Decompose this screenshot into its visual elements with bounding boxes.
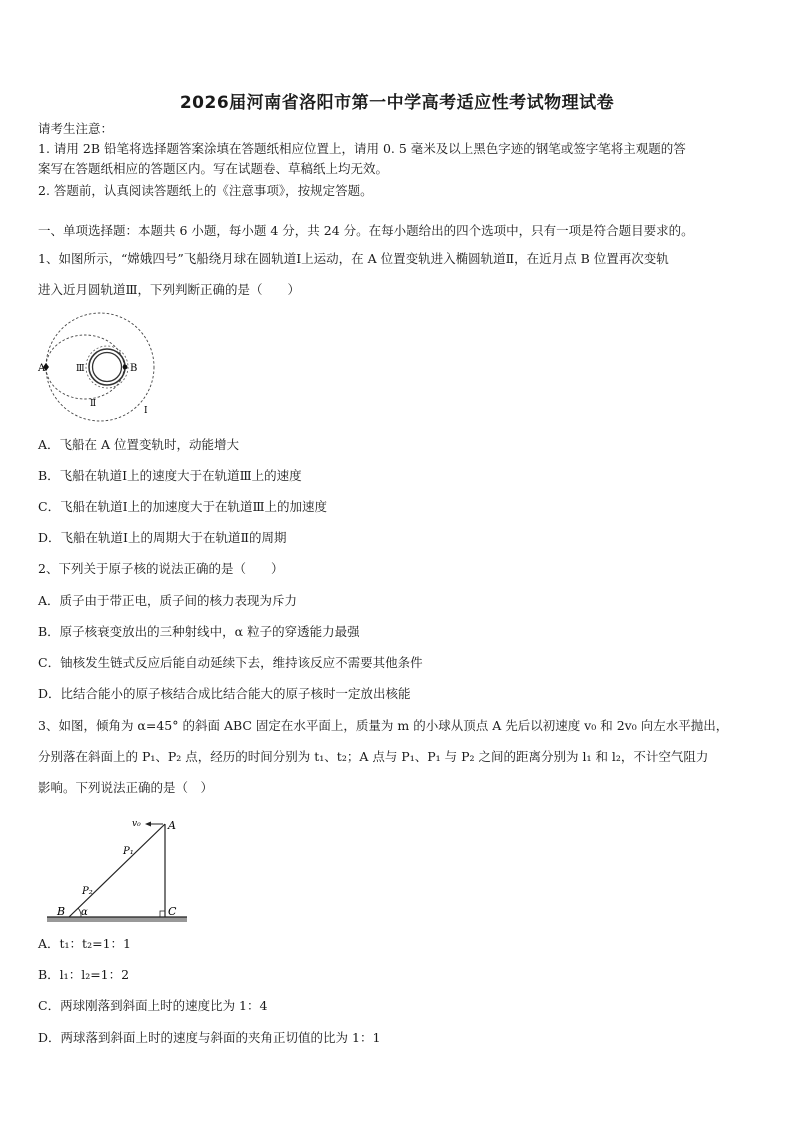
question-1-stem-line-1: 1、如图所示，“嫦娥四号”飞船绕月球在圆轨道Ⅰ上运动，在 A 位置变轨进入椭圆轨道Ⅱ，在近月点 B 位置再次变轨 <box>38 251 669 266</box>
question-2-option-d: D．比结合能小的原子核结合成比结合能大的原子核时一定放出核能 <box>38 686 411 701</box>
label-III: Ⅲ <box>76 364 85 374</box>
label-alpha: α <box>81 907 88 918</box>
question-3-stem-line-1: 3、如图，倾角为 α=45° 的斜面 ABC 固定在水平面上，质量为 m 的小球从顶点 A 先后以初速度 v₀ 和 2v₀ 向左水平抛出， <box>38 718 729 733</box>
question-2-option-a: A．质子由于带正电，质子间的核力表现为斥力 <box>38 593 298 608</box>
question-3-stem-line-3: 影响。下列说法正确的是（ ） <box>38 780 214 795</box>
incline-figure <box>45 812 190 924</box>
label-I: Ⅰ <box>144 406 148 416</box>
question-3-option-d: D．两球落到斜面上时的速度与斜面的夹角正切值的比为 1：1 <box>38 1030 381 1045</box>
section-heading: 一、单项选择题：本题共 6 小题，每小题 4 分，共 24 分。在每小题给出的四个选项中，只有一项是符合题目要求的。 <box>38 223 694 238</box>
question-1-stem-line-2: 进入近月圆轨道Ⅲ，下列判断正确的是（ ） <box>38 282 301 297</box>
label-A: A <box>168 819 176 832</box>
point-B-marker <box>123 365 128 370</box>
moon-inner <box>93 353 122 382</box>
question-3-option-b: B．l₁：l₂=1：2 <box>38 967 130 982</box>
question-2-option-b: B．原子核衰变放出的三种射线中，α 粒子的穿透能力最强 <box>38 624 360 639</box>
question-3-stem-line-2: 分别落在斜面上的 P₁、P₂ 点，经历的时间分别为 t₁、t₂；A 点与 P₁、P₁ 与 P₂ 之间的距离分别为 l₁ 和 l₂，不计空气阻力 <box>38 749 709 764</box>
question-2-stem: 2、下列关于原子核的说法正确的是（ ） <box>38 561 284 576</box>
notice-item-1-line-1: 1. 请用 2B 铅笔将选择题答案涂填在答题纸相应位置上，请用 0. 5 毫米及以上黑色字迹的钢笔或签字笔将主观题的答 <box>38 141 686 156</box>
question-3-option-c: C．两球刚落到斜面上时的速度比为 1：4 <box>38 998 268 1013</box>
label-B: B <box>57 905 66 918</box>
label-A: A <box>38 363 46 374</box>
question-3-option-a: A．t₁：t₂=1：1 <box>38 936 131 951</box>
orbit-figure <box>40 313 168 421</box>
notice-heading: 请考生注意： <box>38 121 114 136</box>
moon-outer <box>89 349 125 385</box>
page-title: 2026届河南省洛阳市第一中学高考适应性考试物理试卷 <box>179 93 615 113</box>
ground-hatch <box>47 917 187 922</box>
label-B: B <box>130 363 138 374</box>
notice-item-1-line-2: 案写在答题纸相应的答题区内。写在试题卷、草稿纸上均无效。 <box>38 161 389 176</box>
incline-BA <box>69 824 165 917</box>
orbit-I <box>46 313 154 421</box>
question-1-option-d: D．飞船在轨道Ⅰ上的周期大于在轨道Ⅱ的周期 <box>38 530 287 545</box>
orbit-II <box>46 335 124 399</box>
question-2-option-c: C．铀核发生链式反应后能自动延续下去，维持该反应不需要其他条件 <box>38 655 423 670</box>
velocity-arrowhead <box>145 822 151 827</box>
label-P2: P₂ <box>82 886 93 897</box>
label-P1: P₁ <box>123 846 134 857</box>
label-v0: v₀ <box>132 819 141 829</box>
right-angle-mark <box>160 911 165 917</box>
question-1-option-c: C．飞船在轨道Ⅰ上的加速度大于在轨道Ⅲ上的加速度 <box>38 499 328 514</box>
question-1-option-a: A．飞船在 A 位置变轨时，动能增大 <box>38 437 240 452</box>
label-II: Ⅱ <box>90 399 97 409</box>
question-1-option-b: B．飞船在轨道Ⅰ上的速度大于在轨道Ⅲ上的速度 <box>38 468 302 483</box>
label-C: C <box>168 905 177 918</box>
notice-item-2: 2. 答题前，认真阅读答题纸上的《注意事项》，按规定答题。 <box>38 183 373 198</box>
